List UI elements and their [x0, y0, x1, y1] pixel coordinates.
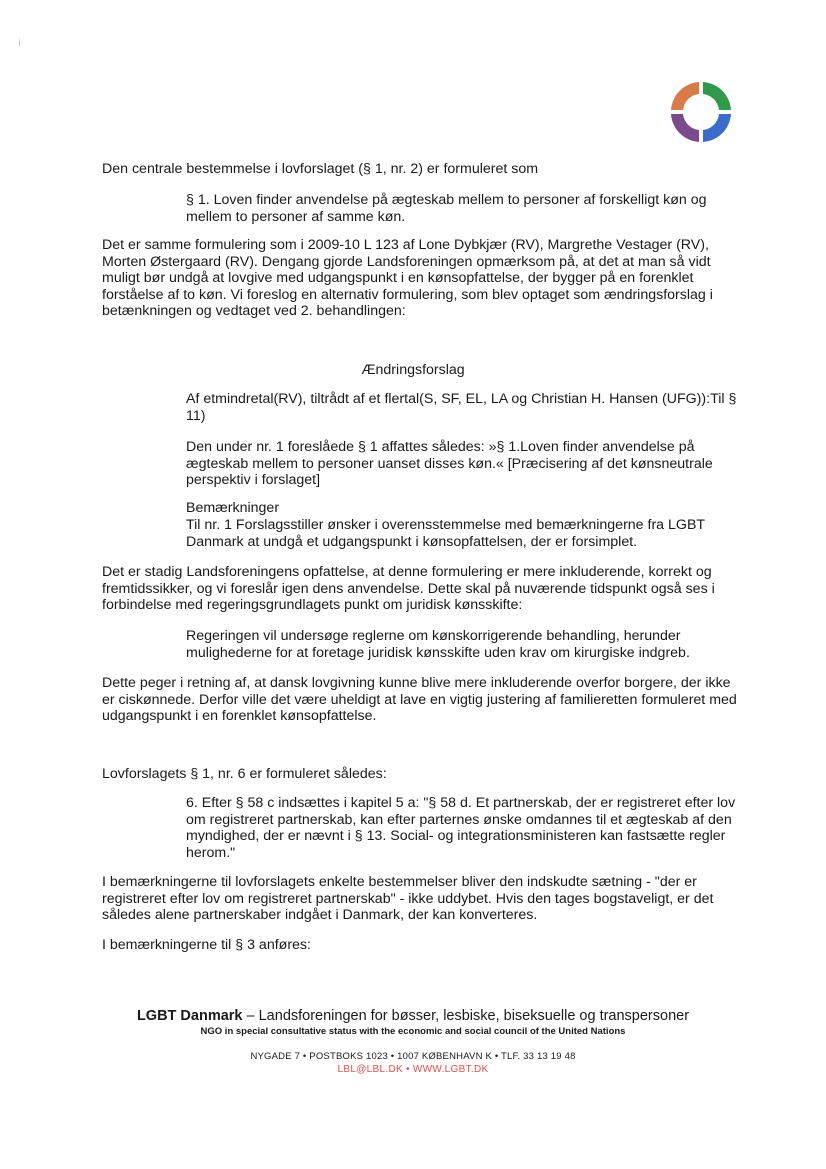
remarks-text: Til nr. 1 Forslagsstiller ønsker i overensstemmelse med bemærkningerne fra LGBT Danmark at undgå et udgangspunkt i kønsopfattelsen, der er forsimplet.	[186, 517, 705, 550]
paragraph-section-6: Lovforslagets § 1, nr. 6 er formuleret således:	[102, 766, 387, 782]
footer-org-name: LGBT Danmark	[136, 1008, 243, 1024]
amendment-text: Den under nr. 1 foreslåede § 1 affattes således: »§ 1.Loven finder anvendelse på ægteskab mellem to personer uanset disses køn.« [Præcisering af det kønsneutrale perspektiv i forslaget]	[186, 439, 713, 488]
footer-address: NYGADE 7 • POSTBOKS 1023 • 1007 KØBENHAVN K • TLF. 33 13 19 48	[250, 1051, 576, 1062]
footer-web-link[interactable]: WWW.LGBT.DK	[412, 1064, 489, 1075]
quote-section-58d: 6. Efter § 58 c indsættes i kapitel 5 a: "§ 58 d. Et partnerskab, der er registreret efter lov om registreret partnerskab, kan efter parternes ønske omdannes til et ægteskab af den myndighed, der er nævnt i § 13. Social- og integrationsministeren kan fastsætte regler herom."	[186, 795, 736, 861]
lgbt-logo	[666, 77, 736, 147]
logo-segment-green	[703, 82, 731, 110]
paragraph-history: Det er samme formulering som i 2009-10 L 123 af Lone Dybkjær (RV), Margrethe Vestager (RV), Morten Østergaard (RV). Dengang gjorde Landsforeningen opmærksom på, at det at man så vidt muligt bør undgå at lovgive med udgangspunkt i en kønsopfattelse, der bygger på en forenklet forståelse af to køn. Vi foreslog en alternativ formulering, som blev optaget som ændringsforslag i betænkningen og vedtaget ved 2. behandlingen:	[102, 237, 713, 319]
amendment-proposers: Af etmindretal(RV), tiltrådt af et flertal(S, SF, EL, LA og Christian H. Hansen (UFG)):Til § 11)	[186, 391, 737, 424]
footer-ngo-status: NGO in special consultative status with the economic and social council of the United Nations	[200, 1026, 626, 1037]
paragraph-section-3: I bemærkningerne til § 3 anføres:	[102, 937, 311, 953]
footer-organization	[0, 1008, 826, 1024]
footer-email-link[interactable]: LBL@LBL.DK	[337, 1064, 403, 1075]
footer-separator: •	[402, 1064, 413, 1075]
scan-mark: ⅰ	[18, 38, 21, 49]
logo-segment-purple	[671, 114, 699, 142]
footer-contact	[0, 1064, 826, 1075]
paragraph-inclusive: Dette peger i retning af, at dansk lovgivning kunne blive mere inkluderende overfor borgere, der ikke er ciskønnede. Derfor ville det være uheldigt at lave en vigtig justering af familieretten formuleret med udgangspunkt i en forenklet kønsopfattelse.	[102, 675, 737, 724]
paragraph-remarks-analysis: I bemærkningerne til lovforslagets enkelte bestemmelser bliver den indskudte sætning - "der er registreret efter lov om registreret partnerskab" - ikke uddybet. Hvis den tages bogstaveligt, er det således alene partnerskaber indgået i Danmark, der kan konverteres.	[102, 874, 714, 923]
paragraph-intro: Den centrale bestemmelse i lovforslaget (§ 1, nr. 2) er formuleret som	[102, 161, 539, 177]
quote-law-paragraph: § 1. Loven finder anvendelse på ægteskab mellem to personer af forskelligt køn og mellem to personer af samme køn.	[186, 192, 707, 225]
amendment-heading: Ændringsforslag	[361, 362, 465, 378]
logo-segment-orange	[671, 82, 699, 110]
remarks-heading: Bemærkninger	[186, 500, 280, 516]
quote-government: Regeringen vil undersøge reglerne om kønskorrigerende behandling, herunder mulighederne for at foretage juridisk kønsskifte uden krav om kirurgiske indgreb.	[186, 628, 690, 661]
footer-org-desc: – Landsforeningen for bøsser, lesbiske, biseksuelle og transpersoner	[242, 1008, 690, 1024]
paragraph-opinion: Det er stadig Landsforeningens opfattelse, at denne formulering er mere inkluderende, korrekt og fremtidssikker, og vi foreslår igen dens anvendelse. Dette skal på nuværende tidspunkt også ses i forbindelse med regeringsgrundlagets punkt om juridisk kønsskifte:	[102, 564, 715, 613]
logo-segment-blue	[703, 114, 731, 142]
